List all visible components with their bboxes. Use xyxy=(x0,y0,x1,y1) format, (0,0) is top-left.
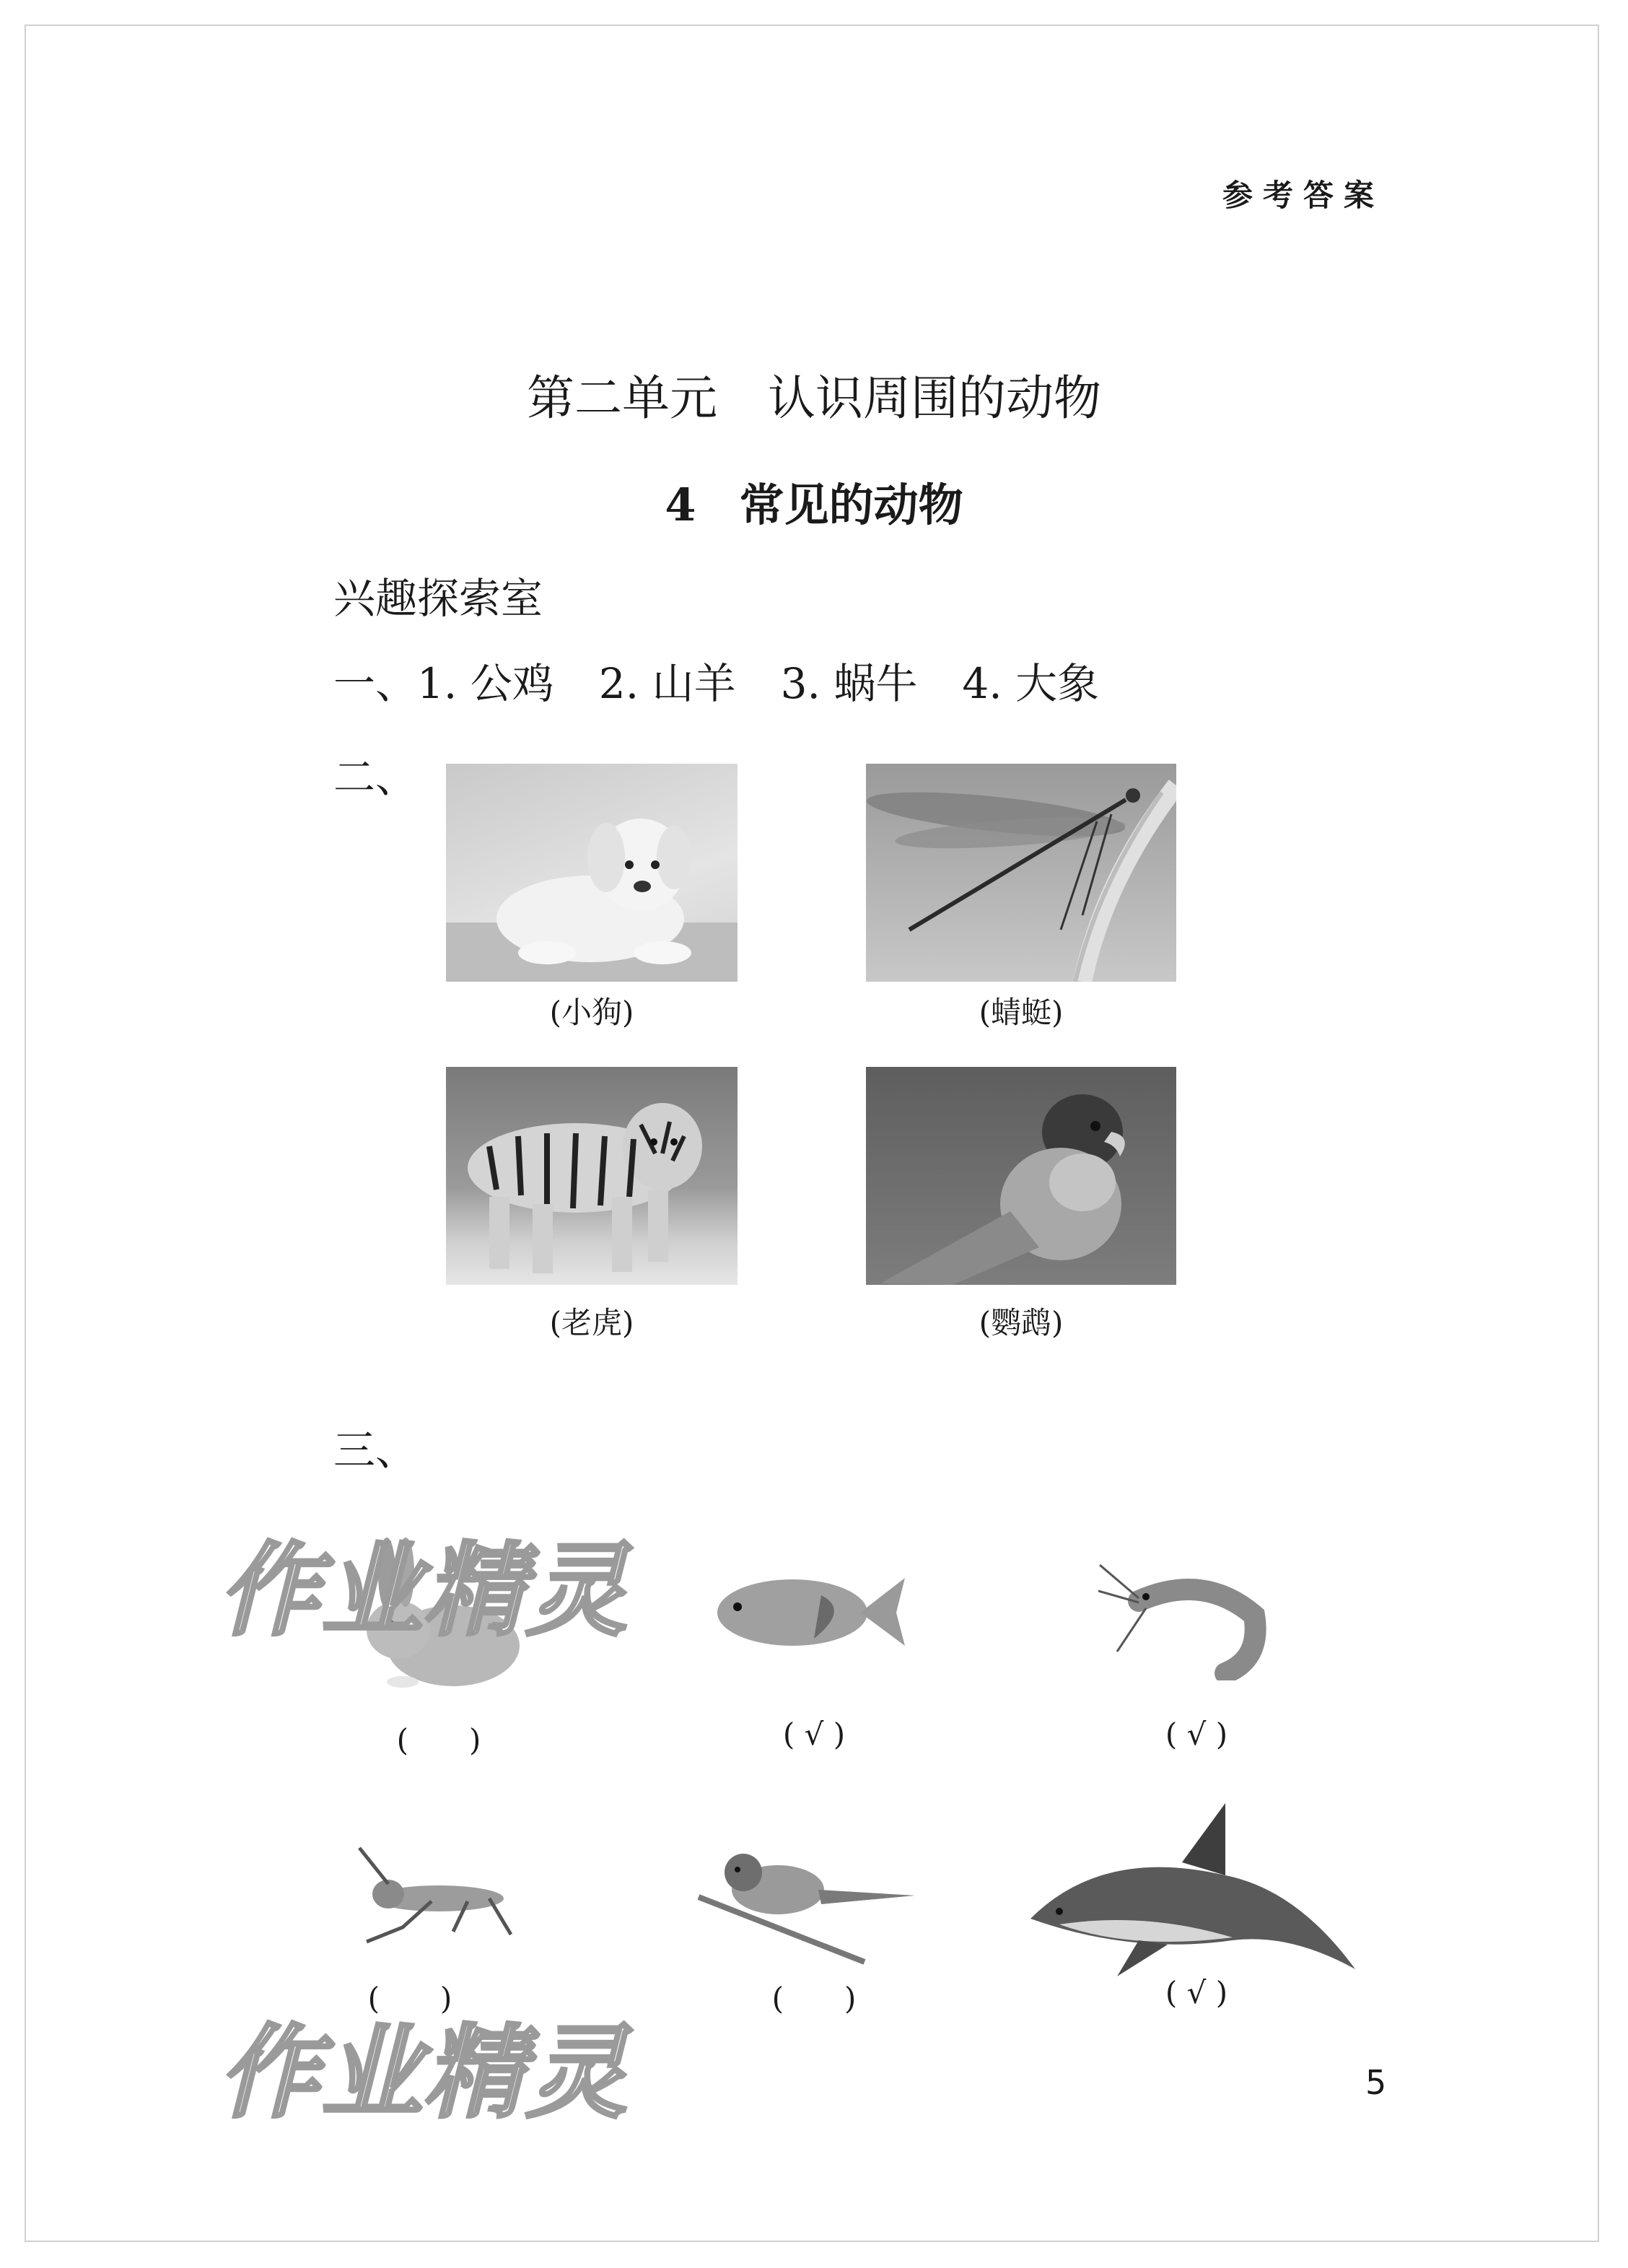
puppy-photo xyxy=(446,764,738,982)
answer-key-header: 参考答案 xyxy=(1222,178,1384,213)
photo-caption: (小狗) xyxy=(549,995,634,1030)
shrimp-image xyxy=(1095,1550,1276,1680)
lesson-number: 4 xyxy=(665,479,696,531)
parrot-photo xyxy=(866,1067,1176,1285)
question-1-prefix: 一、 xyxy=(333,659,418,708)
fish-image xyxy=(706,1559,908,1660)
dragonfly-photo xyxy=(866,764,1176,982)
answer-item: 2. 山羊 xyxy=(598,659,736,708)
tiger-photo xyxy=(446,1067,738,1285)
dolphin-image xyxy=(1016,1796,1370,1984)
question-3-label: 三、 xyxy=(333,1426,418,1475)
photo-caption: (鹦鹉) xyxy=(979,1305,1064,1340)
question-1-answers xyxy=(333,650,1144,710)
lesson-name: 常见的动物 xyxy=(739,479,963,531)
watermark-bottom: 作业精灵 xyxy=(212,2015,652,2132)
unit-title xyxy=(0,359,1628,428)
page-number: 5 xyxy=(1365,2063,1387,2102)
grasshopper-image xyxy=(345,1841,525,1949)
question-2-label: 二、 xyxy=(333,753,418,802)
answer-bracket: ( √ ) xyxy=(1165,1717,1228,1752)
answer-bracket: ( ) xyxy=(396,1722,481,1758)
answer-item: 1. 公鸡 xyxy=(417,659,554,708)
photo-caption: (老虎) xyxy=(549,1305,634,1340)
answer-item: 4. 大象 xyxy=(962,659,1100,708)
answer-bracket: ( ) xyxy=(771,1981,857,2016)
unit-name: 认识周围的动物 xyxy=(768,370,1101,426)
answer-bracket: ( √ ) xyxy=(1165,1975,1228,2010)
unit-number: 第二单元 xyxy=(527,370,717,426)
photo-caption: (蜻蜓) xyxy=(979,995,1064,1030)
sparrow-image xyxy=(662,1803,922,1976)
answer-bracket: ( ) xyxy=(367,1981,452,2016)
watermark-top: 作业精灵 xyxy=(212,1532,652,1650)
section-title: 兴趣探索室 xyxy=(333,574,543,623)
answer-bracket: ( √ ) xyxy=(782,1717,846,1752)
answer-item: 3. 蜗牛 xyxy=(780,659,918,708)
lesson-title xyxy=(0,469,1628,533)
